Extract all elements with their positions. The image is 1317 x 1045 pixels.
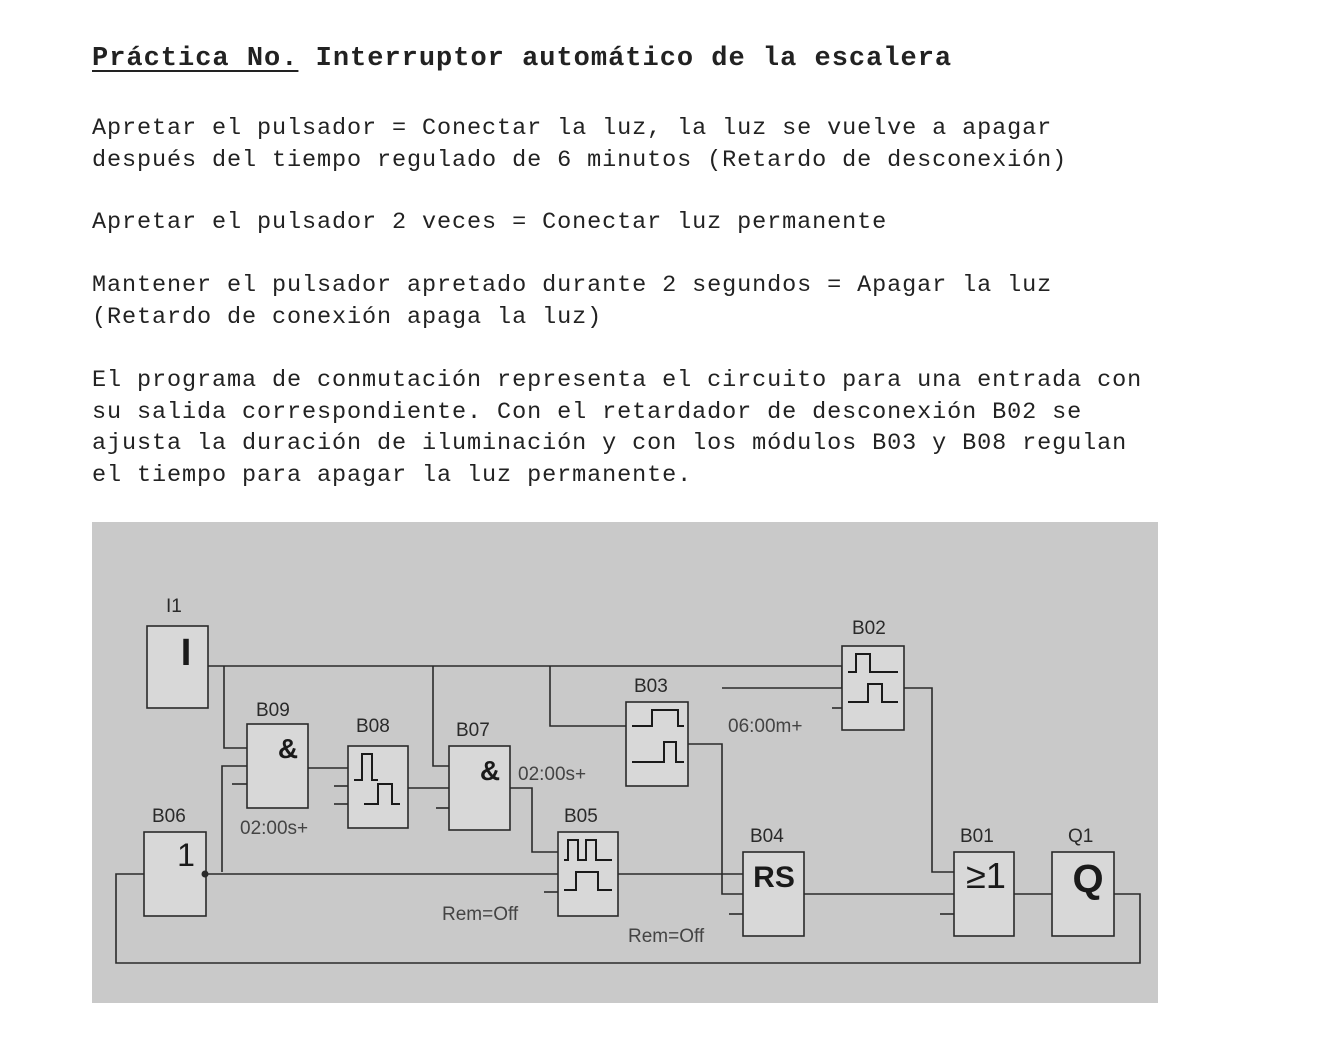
block-label-B06: B06	[152, 806, 186, 827]
symbol-B07: &	[479, 755, 501, 786]
text-line: ajusta la duración de iluminación y con los módulos B03 y B08 regulan	[92, 430, 1128, 457]
block-label-Q1: Q1	[1068, 826, 1094, 847]
block-label-B01: B01	[960, 826, 994, 847]
block-label-B05: B05	[564, 806, 598, 827]
symbol-B09: &	[277, 733, 299, 764]
symbol-Q1: Q	[1072, 857, 1104, 901]
text-line: (Retardo de conexión apaga la luz)	[92, 303, 603, 331]
block-label-B09: B09	[256, 700, 290, 721]
text-line: después del tiempo regulado de 6 minutos (Retardo de desconexión)	[92, 146, 1068, 174]
block-label-B04: B04	[750, 826, 784, 847]
symbol-B01: ≥1	[966, 855, 1006, 896]
paragraph-3	[92, 270, 1052, 333]
paragraph-2	[92, 207, 887, 239]
text-line: Apretar el pulsador = Conectar la luz, la luz se vuelve a apagar	[92, 115, 1053, 142]
logic-diagram	[92, 522, 1158, 1008]
symbol-I1: I	[180, 632, 192, 674]
text-line: Mantener el pulsador apretado durante 2 segundos = Apagar la luz	[92, 272, 1053, 299]
block-label-B08: B08	[356, 716, 390, 737]
symbol-B06: 1	[177, 837, 195, 873]
block-label-B02: B02	[852, 618, 886, 639]
timer-block-B02[interactable]	[842, 646, 904, 730]
negation-dot	[202, 871, 209, 878]
document-title	[92, 44, 952, 74]
title-text: Interruptor automático de la escalera	[315, 44, 953, 74]
param-B02: 06:00m+	[728, 716, 803, 737]
text-line: el tiempo para apagar la luz permanente.	[92, 461, 693, 489]
param-B07: 02:00s+	[518, 764, 587, 785]
block-label-B03: B03	[634, 676, 668, 697]
input-block-I1[interactable]	[147, 626, 208, 708]
text-line: su salida correspondiente. Con el retardador de desconexión B02 se	[92, 398, 1083, 426]
block-label-B07: B07	[456, 720, 490, 741]
title-label: Práctica No.	[92, 44, 299, 74]
text-line: Apretar el pulsador 2 veces = Conectar luz permanente	[92, 209, 888, 236]
param-B09: 02:00s+	[240, 818, 309, 839]
symbol-B04: RS	[753, 861, 795, 894]
block-label-I1: I1	[166, 596, 182, 617]
paragraph-4	[92, 365, 1142, 491]
param-B05: Rem=Off	[442, 904, 519, 925]
text-line: El programa de conmutación representa el circuito para una entrada con	[92, 367, 1143, 394]
param-B04: Rem=Off	[628, 926, 705, 947]
not-block-B06[interactable]	[144, 832, 206, 916]
paragraph-1	[92, 113, 1067, 176]
